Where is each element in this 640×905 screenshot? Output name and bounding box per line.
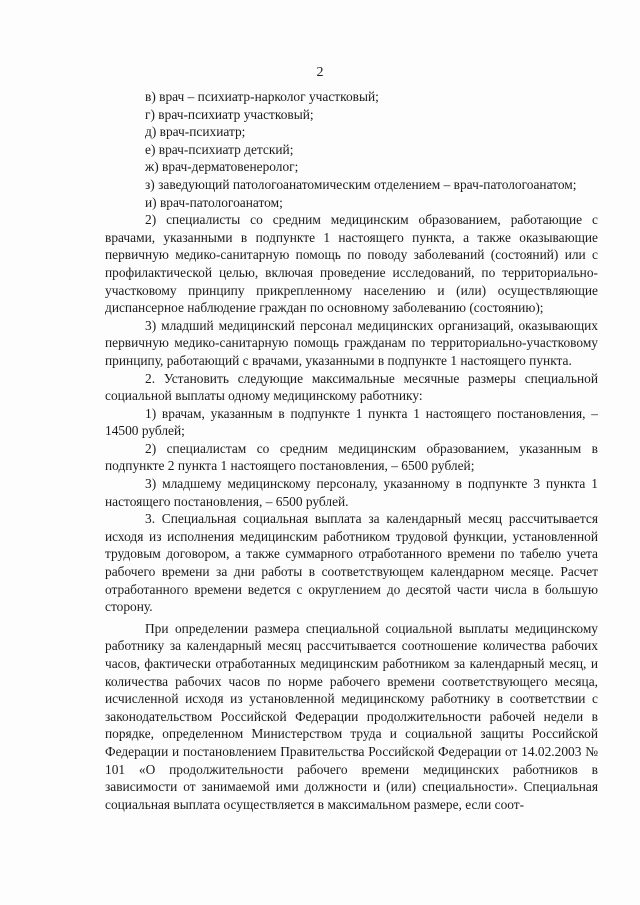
list-item-g: г) врач-психиатр участковый; (145, 106, 314, 122)
paragraph-clause-2: 2. Установить следующие максимальные месячные размеры специальной социальной выплаты одному медицинскому работнику: (105, 370, 598, 404)
paragraph-calculation: При определении размера специальной социальной выплаты медицинскому работнику за календарный месяц рассчитывается соотношение количества рабочих часов, фактически отработанных медицинским работником за календарный месяц, и количества рабочих часов по норме рабочего времени соответствующего месяца, исчисленной исходя из установленной медицинскому работнику в соответствии с законодательством Российской Федерации продолжительности рабочей недели в порядке, определенном Министерством труда и социальной защиты Российской Федерации и постановлением Правительства Российской Федерации от 14.02.2003 № 101 «О продолжительности рабочего времени медицинских работников в зависимости от занимаемой ими должности и (или) специальности». Специальная социальная выплата осуществляется в максимальном размере, если соот- (105, 620, 598, 812)
document-body (105, 88, 598, 813)
paragraph-junior-staff: 3) младший медицинский персонал медицинских организаций, оказывающих первичную медико-санитарную помощь гражданам по территориально-участковому принципу, работающий с врачами, указанными в подпункте 1 настоящего пункта. (105, 317, 598, 368)
paragraph-specialists: 2) специалисты со средним медицинским образованием, работающие с врачами, указанными в подпункте 1 настоящего пункта, а также оказывающие первичную медико-санитарную помощь по поводу заболеваний (состояний) или с профилактической целью, включая проведение исследований, по территориально-участковому принципу прикрепленному населению и (или) осуществляющие диспансерное наблюдение граждан по основному заболеванию (состоянию); (105, 212, 598, 316)
page-number: 2 (316, 65, 324, 80)
list-item-v: в) врач – психиатр-нарколог участковый; (145, 89, 379, 104)
paragraph-doctors-amount: 1) врачам, указанным в подпункте 1 пункта 1 настоящего постановления, – 14500 рублей; (105, 405, 598, 439)
list-item-zh: ж) врач-дерматовенеролог; (145, 159, 299, 175)
paragraph-junior-amount: 3) младшему медицинскому персоналу, указанному в подпункте 3 пункта 1 настоящего постановления, – 6500 рублей. (105, 476, 598, 509)
list-item-i: и) врач-патологоанатом; (145, 194, 283, 210)
list-item-d: д) врач-психиатр; (145, 124, 246, 140)
list-item-z: з) заведующий патологоанатомическим отделением – врач-патологоанатом; (145, 176, 577, 192)
paragraph-specialists-amount: 2) специалистам со средним медицинским образованием, указанным в подпункте 2 пункта 1 настоящего постановления, – 6500 рублей; (105, 440, 598, 474)
list-item-e: е) врач-психиатр детский; (145, 141, 294, 157)
paragraph-clause-3: 3. Специальная социальная выплата за календарный месяц рассчитывается исходя из исполнения медицинским работником трудовой функции, установленной трудовым договором, а также суммарного отработанного времени по табелю учета рабочего времени за дни работы в соответствующем календарном месяце. Расчет отработанного времени ведется с округлением до десятой части числа в большую сторону. (105, 511, 598, 615)
